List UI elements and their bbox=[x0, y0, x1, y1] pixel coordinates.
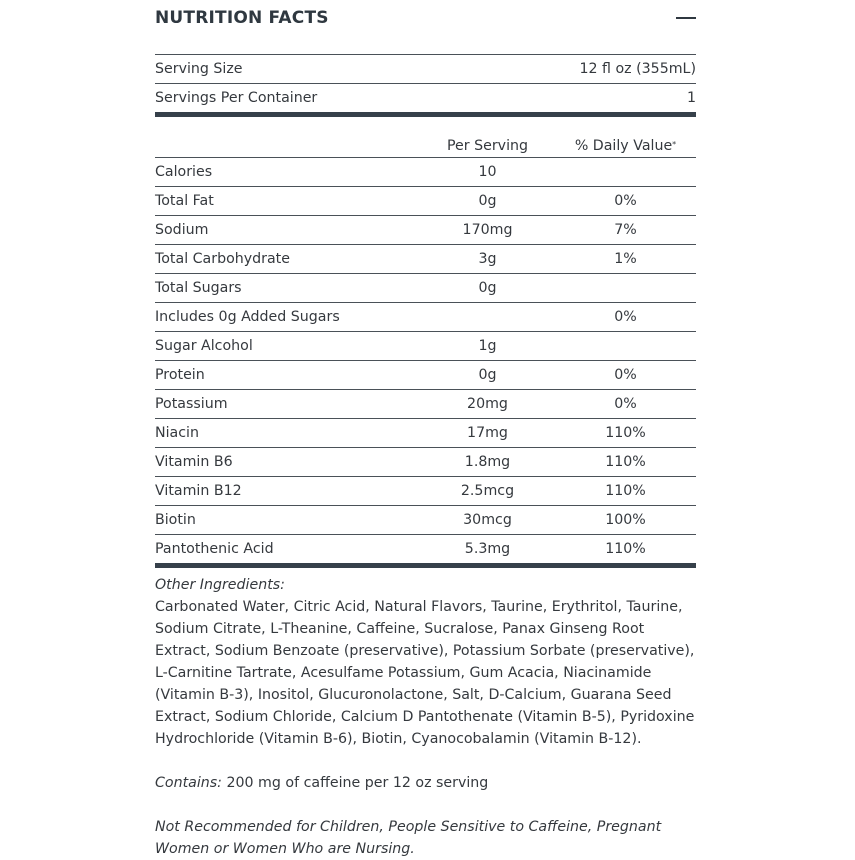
nutrient-per-serving: 0g bbox=[478, 193, 497, 209]
nutrient-name: Total Sugars bbox=[155, 280, 242, 296]
nutrient-daily-value: 110% bbox=[605, 425, 646, 441]
nutrient-daily-value: 0% bbox=[614, 193, 637, 209]
nutrient-name: Vitamin B12 bbox=[155, 483, 242, 499]
nutrient-per-serving: 3g bbox=[478, 251, 497, 267]
nutrient-daily-value: 7% bbox=[614, 222, 637, 238]
nutrient-daily-value: 110% bbox=[605, 454, 646, 470]
nutrient-daily-value: 110% bbox=[605, 483, 646, 499]
nutrient-daily-value: 0% bbox=[614, 396, 637, 412]
contains-label: Contains: bbox=[155, 775, 222, 791]
daily-value-footnote-marker: * bbox=[672, 140, 677, 149]
contains-text: 200 mg of caffeine per 12 oz serving bbox=[221, 775, 489, 791]
nutrient-daily-value: 0% bbox=[614, 309, 637, 325]
nutrient-row bbox=[155, 158, 696, 187]
ingredients-heading: Other Ingredients: bbox=[155, 577, 285, 593]
collapse-button[interactable] bbox=[674, 10, 696, 26]
nutrient-per-serving: 1.8mg bbox=[464, 454, 511, 470]
nutrient-per-serving: 1g bbox=[478, 338, 497, 354]
ingredients-list: Carbonated Water, Citric Acid, Natural Flavors, Taurine, Erythritol, Taurine, Sodium Citrate, L-Theanine, Caffeine, Sucralose, Panax Ginseng Root Extract, Sodium Benzoate (preservative), Potassium Sorbate (preservative), L-Carnitine Tartrate, Acesulfame Potassium, Gum Acacia, Niacinamide (Vitamin B-3), Inositol, Glucuronolactone, Salt, D-Calcium, Guarana Seed Extract, Sodium Chloride, Calcium D Pantothenate (Vitamin B-5), Pyridoxine Hydrochloride (Vitamin B-6), Biotin, Cyanocobalamin (Vitamin B-12). bbox=[155, 599, 695, 747]
nutrient-daily-value: 0% bbox=[614, 367, 637, 383]
nutrient-row bbox=[155, 332, 696, 361]
column-header-daily-value bbox=[555, 138, 696, 157]
nutrient-daily-value: 100% bbox=[605, 512, 646, 528]
nutrient-row bbox=[155, 448, 696, 477]
nutrient-row bbox=[155, 245, 696, 274]
column-header-nutrient bbox=[155, 154, 420, 157]
nutrient-row bbox=[155, 361, 696, 390]
nutrient-name: Includes 0g Added Sugars bbox=[155, 309, 340, 325]
nutrient-row bbox=[155, 303, 696, 332]
nutrient-daily-value: 1% bbox=[614, 251, 637, 267]
warning-statement: Not Recommended for Children, People Sensitive to Caffeine, Pregnant Women or Women Who are Nursing. bbox=[155, 819, 662, 857]
nutrient-per-serving: 20mg bbox=[467, 396, 508, 412]
nutrient-name: Pantothenic Acid bbox=[155, 541, 274, 557]
servings-per-container-value: 1 bbox=[686, 90, 696, 106]
nutrient-row bbox=[155, 535, 696, 563]
column-header-per-serving: Per Serving bbox=[446, 138, 529, 154]
panel-header bbox=[155, 0, 696, 40]
nutrient-name: Vitamin B6 bbox=[155, 454, 233, 470]
nutrient-per-serving: 2.5mcg bbox=[460, 483, 515, 499]
nutrient-row bbox=[155, 477, 696, 506]
nutrient-per-serving: 0g bbox=[478, 280, 497, 296]
nutrient-name: Total Fat bbox=[155, 193, 214, 209]
nutrient-per-serving: 10 bbox=[478, 164, 497, 180]
nutrient-name: Total Carbohydrate bbox=[155, 251, 290, 267]
nutrient-row bbox=[155, 274, 696, 303]
nutrient-row bbox=[155, 506, 696, 535]
thick-divider-bottom bbox=[155, 563, 696, 568]
table-header-row bbox=[155, 117, 696, 158]
daily-value-text: % Daily Value bbox=[574, 138, 673, 154]
panel-title: NUTRITION FACTS bbox=[155, 8, 329, 28]
nutrient-daily-value: 110% bbox=[605, 541, 646, 557]
nutrient-name: Protein bbox=[155, 367, 205, 383]
nutrient-row bbox=[155, 187, 696, 216]
contains-statement bbox=[155, 772, 696, 794]
nutrient-name: Sugar Alcohol bbox=[155, 338, 253, 354]
nutrient-name: Niacin bbox=[155, 425, 199, 441]
nutrient-name: Calories bbox=[155, 164, 213, 180]
nutrient-per-serving: 30mcg bbox=[463, 512, 512, 528]
serving-size-value: 12 fl oz (355mL) bbox=[579, 61, 696, 77]
nutrient-per-serving: 5.3mg bbox=[464, 541, 511, 557]
nutrient-table bbox=[155, 158, 696, 563]
ingredients-section bbox=[155, 574, 696, 860]
nutrient-row bbox=[155, 419, 696, 448]
nutrition-facts-panel bbox=[155, 0, 696, 860]
nutrient-per-serving: 0g bbox=[478, 367, 497, 383]
minus-icon bbox=[676, 17, 696, 19]
nutrient-name: Potassium bbox=[155, 396, 228, 412]
servings-per-container-row bbox=[155, 84, 696, 112]
serving-size-label: Serving Size bbox=[155, 61, 243, 77]
servings-per-container-label: Servings Per Container bbox=[155, 90, 318, 106]
nutrient-name: Sodium bbox=[155, 222, 209, 238]
serving-size-row bbox=[155, 55, 696, 84]
nutrient-per-serving: 17mg bbox=[467, 425, 508, 441]
nutrient-row bbox=[155, 216, 696, 245]
nutrient-row bbox=[155, 390, 696, 419]
nutrient-name: Biotin bbox=[155, 512, 196, 528]
nutrient-per-serving: 170mg bbox=[462, 222, 513, 238]
